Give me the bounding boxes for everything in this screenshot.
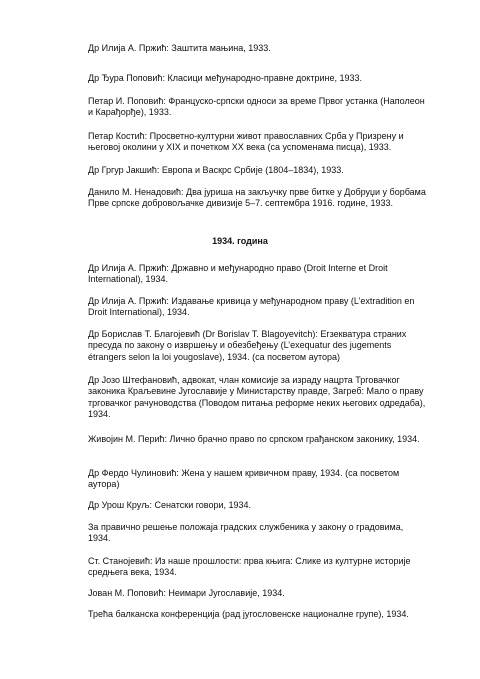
entry-1933-2: Др Ђура Поповић: Класици међународно-правне доктрине, 1933. xyxy=(88,73,362,83)
entry-1934-8: За правично решење положаја градских службеника у закону о градовима, 1934. xyxy=(88,522,404,544)
entry-1933-6: Данило М. Ненадовић: Два јуриша на закључку прве битке у Добруџи у борбама Прве српске добровољачке дивизије 5–7. септембра 1916. године, 1933. xyxy=(88,187,426,209)
entry-1934-4: Др Јозо Штефановић, адвокат, члан комисије за израду нацрта Трговачког законика Краљевине Југославије у Министарству правде, Загреб: Мало о праву трговачког рачуноводства (Поводом питања реформе неких његових одредаба), 1934. xyxy=(88,375,426,420)
section-heading-1934: 1934. година xyxy=(212,236,268,246)
entry-1933-3: Петар И. Поповић: Француско-српски односи за време Првог устанка (Наполеон и Карађорђе), 1933. xyxy=(88,96,425,118)
entry-1933-5: Др Гргур Јакшић: Европа и Васкрс Србије (1804–1834), 1933. xyxy=(88,165,344,175)
entry-1934-6: Др Фердо Чулиновић: Жена у нашем кривичном праву, 1934. (са посветом аутора) xyxy=(88,468,400,490)
entry-1934-11: Трећа балканска конференција (рад југословенске националне групе), 1934. xyxy=(88,609,409,619)
entry-1934-3: Др Борислав Т. Благојевић (Dr Borislav T. Blagoyevitch): Егзекватура страних пресуда по закону о извршењу и обезбеђењу (L’exequatur des jugements étrangers selon la loi yougoslave), 1934. (са посветом аутора) xyxy=(88,329,407,362)
entry-1934-2: Др Илија А. Пржић: Издавање кривица у међународном праву (L’extradition en Droit International), 1934. xyxy=(88,296,415,318)
entry-1934-7: Др Урош Круљ: Сенатски говори, 1934. xyxy=(88,500,252,510)
entry-1934-1: Др Илија А. Пржић: Државно и међународно право (Droit Interne et Droit International), 1934. xyxy=(88,263,388,285)
entry-1934-9: Ст. Станојевић: Из наше прошлости: прва књига: Слике из културне историје средњега века, 1934. xyxy=(88,556,411,578)
entry-1934-10: Јован М. Поповић: Неимари Југославије, 1934. xyxy=(88,588,285,598)
entry-1933-4: Петар Костић: Просветно-културни живот православних Срба у Призрену и његовој околини у XIX и почетком XX века (са успоменама писца), 1933. xyxy=(88,131,404,153)
entry-1933-1: Др Илија А. Пржић: Заштита мањина, 1933. xyxy=(88,43,271,53)
entry-1934-5: Живојин М. Перић: Лично брачно право по српском грађанском законику, 1934. xyxy=(88,434,420,444)
